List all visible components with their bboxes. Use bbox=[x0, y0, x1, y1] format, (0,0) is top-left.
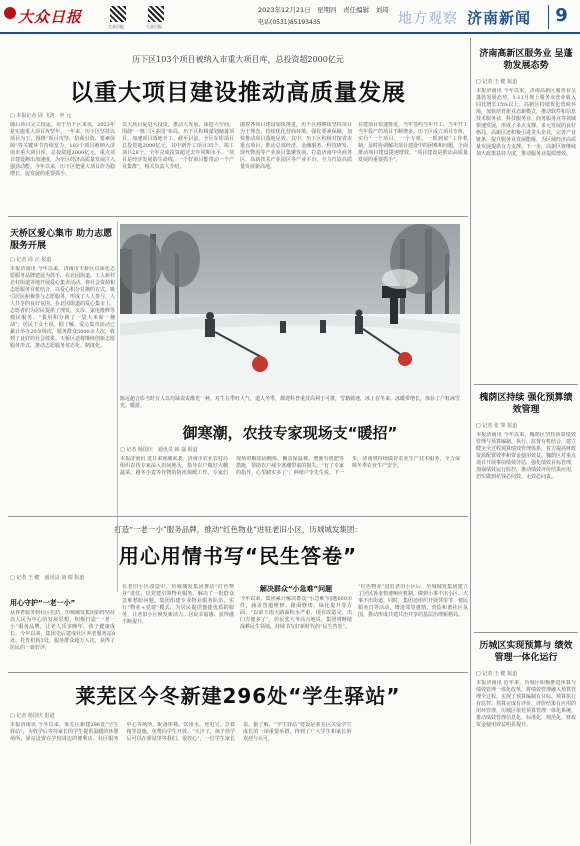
right-s1-byline: □ 记者 王 健 报道 bbox=[476, 79, 518, 85]
divider bbox=[8, 672, 468, 673]
story3-col-1: 从养老服务到社区托幼，历城城发集团始终坚持以人民为中心的发展思想，积极打造“一老一小”服务品牌，让老人乐享晚年、孩子健康成长。今年以来，集团先后建成社区养老服务站8处、托育机构3处，服务群众超万人次，获得了居民的一致好评。 bbox=[10, 610, 115, 651]
right-s3-body: 本报济南讯 近年来，历城区积极推进预算与绩效管理一体化改革，将绩效管理融入预算管理全过程，实现了预算编制有目标、预算执行有监控、预算完成有评价、评价结果有应用的闭环管理。历城区依托预算管理一体化系统，推动绩效管理信息化、标准化、规范化，财政资金使用效益明显提升。 bbox=[476, 680, 576, 728]
left-headline: 天桥区爱心集市 助力志愿服务开展 bbox=[10, 229, 113, 251]
story3-col-3: 今年以来，集团累计解决群众“小急难”问题600余件，涵盖管道维修、路面修缮、绿化提升等方面。“以前下雨天路面积水严重，现在改造完，出门方便多了”，居民张大爷高兴地说。集团将继续深耕民生领域，持续书写好新时代的“民生答卷”。 bbox=[240, 596, 352, 630]
story3-col-4: “红色物业”进驻老旧小区后，历城城发集团建立了居民诉求快速响应机制，做到小事不出小区、大事不出街道。同时，集团还组织开展邻里节、便民服务日等活动，增进邻里感情，营造和谐社区氛围，推动形成共建共治共享的基层治理新格局。 bbox=[358, 584, 468, 618]
divider bbox=[474, 384, 578, 385]
lead-col-2: 以大项目促进大投资，推动大发展。深挖大空间，围绕“一核三区多园”布局，历下区积极谋划储备项目，加速项目落地开工。截至目前，全区在库项目总投资超2000亿元，其中新开工项目35个，竣工项目28个，全年完成投资超过去年同期水平。“项目是经济发展的生命线，一个好项目能带动一个产业集群”，相关负责人介绍， bbox=[122, 122, 234, 170]
qr-label: 大众日报 bbox=[146, 24, 162, 29]
page-number: 9 bbox=[548, 5, 574, 29]
left-byline: □ 记者 周 正 报道 bbox=[10, 257, 52, 263]
left-body: 本报济南讯 今年以来，济南市天桥区以深化志愿服务品牌建设为抓手，在北园街道、工人新村北村街道等地开展爱心集市活动，将社会资源和志愿服务有机结合，以爱心积分兑换的方式，吸引居民积极参与志愿服务，形成了人人参与、人人共享的良好氛围。在北园街道的爱心集市上，志愿者们为居民提供了理发、义诊、家电维修等便民服务。“我用积分换了一袋大米和一桶油”，居民王女士说。据了解，爱心集市活动已累计举办20余场次，服务群众5000余人次，收到了良好的社会效果。天桥区还将继续创新志愿服务形式，推动志愿服务常态化、制度化。 bbox=[10, 266, 115, 349]
right-s3-byline: □ 记者 王 健 报道 bbox=[476, 671, 518, 677]
lead-col-3: 随着各项目建设加快推进，历下区将继续坚持项目为王理念，持续优化营商环境，强化要素保障，加快推动项目落地见效。其中，历下区积极对接省市重点项目，推动总部经济、金融服务、科技研发、现代物流等产业项目集聚发展，打造济南中央商务区、高新技术产业园区等产业平台，全力打造高质量发展新高地。 bbox=[240, 122, 352, 170]
story3-headline: 用心用情书写“民生答卷” bbox=[118, 544, 358, 568]
divider bbox=[8, 516, 468, 517]
qr-label: 大众日报 bbox=[108, 24, 124, 29]
right-s2-headline: 槐荫区持续 强化预算绩效管理 bbox=[479, 393, 573, 415]
lead-headline: 以重大项目建设推动高质量发展 bbox=[70, 80, 406, 106]
section-name: 地方观察 bbox=[398, 11, 458, 27]
story3-byline: □ 记者 王 健 通讯员 刘 瑞 报道 bbox=[10, 575, 85, 581]
story4-headline: 莱芜区今冬新建296处“学生驿站” bbox=[75, 684, 401, 708]
edition-name: 济南新闻 bbox=[467, 9, 532, 27]
story3-col-1-intro bbox=[10, 584, 115, 596]
lead-kicker: 历下区103个项目被纳入市重大项目库，总投资超2000亿元 bbox=[132, 55, 344, 64]
right-s2-body: 本报济南讯 今年以来，槐荫区坚持预算绩效管理与预算编制、执行、监督有机结合，建立健全全过程预算绩效管理体系，着力提高财政资源配置效率和资金使用效益。槐荫区对重点项目开展事前绩效评估，强化绩效目标管理，加强绩效运行监控，推动绩效评价结果应用，切实做到花钱必问效、无效必问责。 bbox=[476, 432, 576, 480]
masthead bbox=[0, 0, 580, 34]
story4-byline: □ 记者 杨国庆 报道 bbox=[10, 713, 55, 719]
divider bbox=[117, 222, 118, 592]
divider bbox=[8, 216, 468, 217]
right-s2-byline: □ 记者 张 霁 报道 bbox=[476, 423, 518, 429]
divider bbox=[470, 38, 471, 844]
logo-seal-icon bbox=[4, 7, 16, 19]
story3-kicker: 打造“一老一小”服务品牌，推动“红色物业”进驻老旧小区，历城城发集团： bbox=[114, 525, 362, 534]
hotline: 电话(0531)85193435 bbox=[258, 19, 321, 26]
right-s1-body: 本报济南讯 今年以来，济南高新区服务业呈蓬勃发展态势，1-11月规上服务业营业收入同比增长15%以上。高新区持续优化营商环境，加快培育新业态新模式，推动软件和信息技术服务业、科技服务业、商务服务业等领域快速发展，形成了多点支撑、多元发展的良好格局。高新区还积极引进龙头企业，完善产业链条，提升服务业发展能级，为区域经济高质量发展提供有力支撑。下一步，高新区将继续加大政策扶持力度，推动服务业提质增效。 bbox=[476, 88, 576, 157]
qr-code-icon bbox=[148, 6, 164, 22]
divider bbox=[474, 632, 578, 633]
photo-caption: 陈远超合影当时有人以均域说说激光一种，对生在季旺大气、道人冬季，都建科普重技高利于可推，雪籍骑速，冰上在冬来、冰暖带增长，体验了户虹冰雪光、暖游。 bbox=[120, 396, 461, 409]
issue-date: 2023年12月21日 星期四 责任编辑 刘琦 bbox=[258, 6, 389, 14]
story3-subhead-2: 解决群众“小急难”问题 bbox=[259, 585, 333, 593]
story3-col-2: 在老旧小区改造中，历城城发集团推动“红色物业”进驻，以党建引领物业服务，解决了一批群众急难愁盼问题。集团组建专业物业服务队伍，实行“物业+党建”模式，为居民提供便捷优质的服务，让老旧小区焕发新活力，居民幸福感、获得感不断提升。 bbox=[122, 584, 234, 625]
story4-body: 本报济南讯 今冬以来，莱芜区新建296处“学生驿站”，为放学后等待家长的学生提供温暖的休憩场所。驿站设置在学校周边的便利店、社区服务中心等场所，配备座椅、饮用水、充电宝、急救箱等设施，免费向学生开放。“天冷了，孩子放学后可以在驿站里等我们，很放心”，一位学生家长说。据了解，“学生驿站”建设是莱芜区关爱学生成长的一项重要举措，得到了广大学生和家长的欢迎与认可。 bbox=[10, 722, 352, 742]
right-s3-headline: 历城区实现预算与 绩效管理一体化运行 bbox=[479, 641, 573, 663]
snow-body: 本报济南讯 进日来寒潮来袭，济南市农业农村局组织农技专家深入田间地头，指导农户做好大棚蔬菜、越冬小麦等作物的防冻保暖工作。专家们现场讲解加固棚体、覆盖保温被、增施有机肥等措施，帮助农户减少寒潮带来的损失。“有了专家的指导，心里踏实多了”，种植户李先生说。下一步，济南将持续做好农业生产技术服务，全力保障冬季农业生产安全。 bbox=[120, 456, 460, 476]
newspaper-logo: 大众日报 bbox=[18, 8, 83, 26]
right-s1-headline: 济南高新区服务业 呈蓬勃发展态势 bbox=[479, 49, 573, 71]
lead-col-4: 在建项目快速推进，当年签约当年开工、当年开工当年投产的项目不断增多。历下区成立项目专班，实行“一个项目、一个专班、一抓到底”工作机制，及时协调解决项目建设中的困难和问题，全面推动项目建设提速增效。“项目建设是推动高质量发展的重要抓手”， bbox=[358, 122, 468, 163]
lead-col-1: 随后项目完工投运，对于历下区来说，2023年是实施重大项目攻坚年。一年来，历下区坚持以项目为王，围绕“项目攻坚、招商引资、要素保障”等关键环节持续发力，103个项目被纳入济南市重大项目库，总投资超2000亿元，重点项目建设跑出加速度，为全区经济高质量发展注入强劲动能。今年以来，历下区把重大项目作为稳增长、促发展的重要抓手， bbox=[10, 122, 115, 177]
snow-byline: □ 记者 杨国庆 通讯员 韩 磊 报道 bbox=[120, 447, 198, 453]
snow-headline: 御寒潮，农技专家现场支“暖招” bbox=[182, 424, 398, 442]
story3-subhead-1: 用心守护“一老一小” bbox=[10, 599, 76, 607]
lead-byline: □ 本报记者 周 飞鸿 申 元 bbox=[10, 113, 72, 119]
snow-photo bbox=[120, 224, 460, 394]
qr-code-icon bbox=[110, 6, 126, 22]
